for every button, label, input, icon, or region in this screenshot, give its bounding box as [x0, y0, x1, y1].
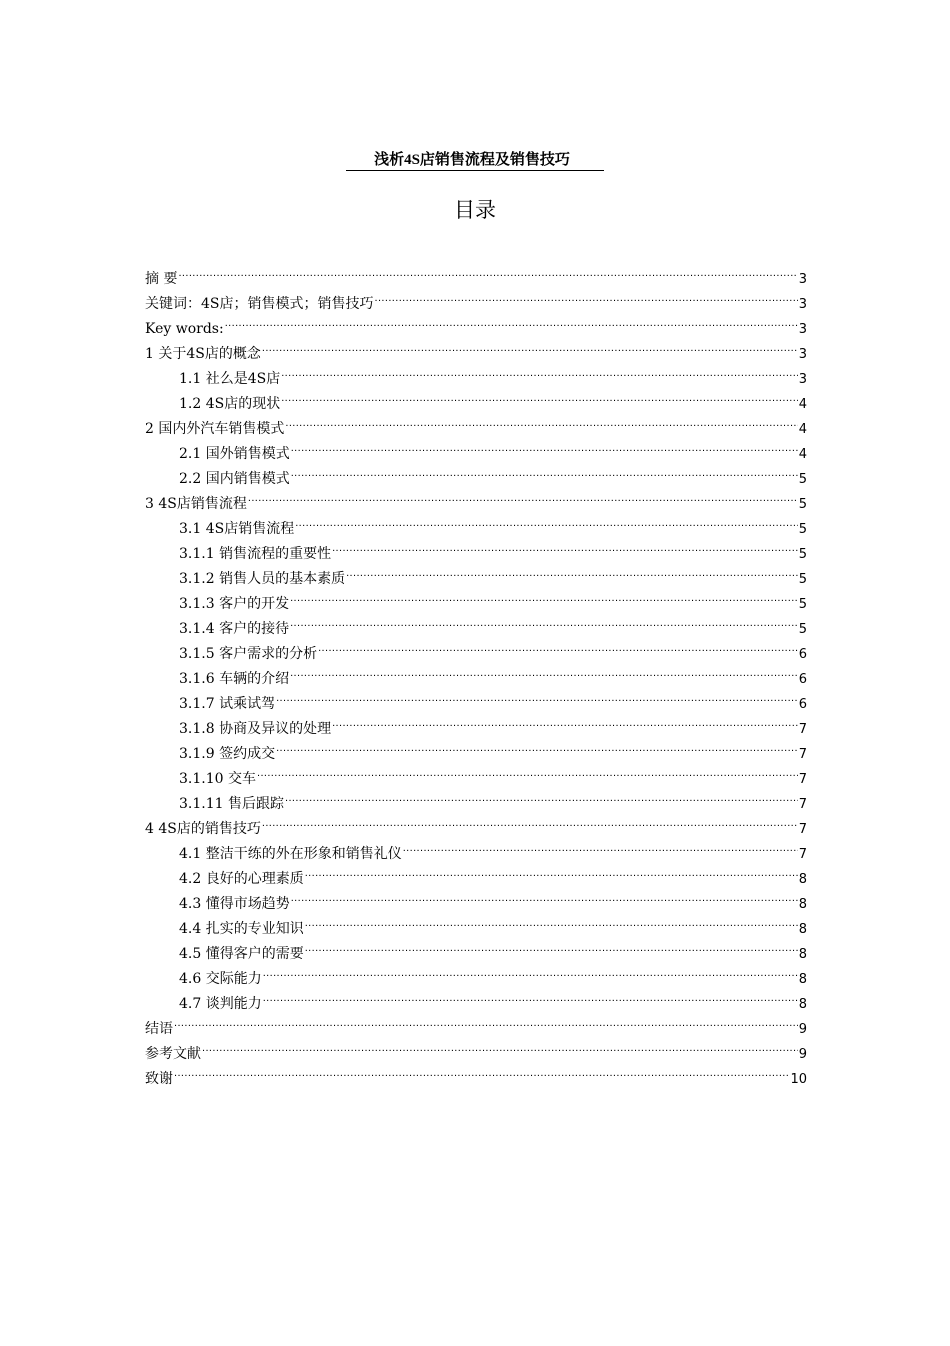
toc-entry-label: 3.1.8 协商及异议的处理	[179, 721, 332, 737]
toc-dot-leader	[289, 583, 798, 608]
document-title-text: 浅析4S店销售流程及销售技巧	[346, 150, 604, 171]
toc-dot-leader	[284, 783, 798, 808]
toc-dot-leader	[173, 1008, 798, 1033]
toc-entry-page-number: 8	[798, 897, 807, 912]
toc-entry-label: 3.1.5 客户需求的分析	[179, 646, 318, 662]
toc-dot-leader	[304, 858, 798, 883]
toc-dot-leader	[402, 833, 798, 858]
toc-dot-leader	[289, 658, 798, 683]
toc-entry-page-number: 7	[798, 822, 807, 837]
toc-entry-page-number: 3	[798, 322, 807, 337]
toc-entry-page-number: 3	[798, 347, 807, 362]
document-title	[0, 150, 950, 171]
toc-entry-label: 3.1.9 签约成交	[179, 746, 276, 762]
toc-entry-label: 2.1 国外销售模式	[179, 446, 290, 462]
toc-entry-label: 1.1 社么是4S店	[179, 371, 281, 387]
toc-dot-leader	[290, 433, 798, 458]
toc-entry-label: 结语	[145, 1021, 173, 1037]
toc-entry[interactable]	[145, 1033, 807, 1062]
toc-dot-leader	[294, 508, 798, 533]
toc-entry-page-number: 4	[798, 447, 807, 462]
toc-entry-label: 1 关于4S店的概念	[145, 346, 261, 362]
toc-entry-label: 4.5 懂得客户的需要	[179, 946, 304, 962]
toc-dot-leader	[317, 633, 798, 658]
toc-entry-label: 1.2 4S店的现状	[179, 396, 281, 412]
toc-entry-page-number: 4	[798, 422, 807, 437]
toc-entry-page-number: 8	[798, 972, 807, 987]
toc-entry-page-number: 5	[798, 547, 807, 562]
toc-entry-page-number: 8	[798, 922, 807, 937]
toc-dot-leader	[290, 458, 798, 483]
toc-dot-leader	[275, 683, 798, 708]
toc-dot-leader	[280, 383, 798, 408]
toc-dot-leader	[284, 408, 797, 433]
toc-dot-leader	[304, 908, 798, 933]
toc-dot-leader	[262, 958, 798, 983]
table-of-contents	[145, 258, 807, 1087]
toc-entry-page-number: 7	[798, 747, 807, 762]
toc-entry-label: 4.4 扎实的专业知识	[179, 921, 304, 937]
toc-entry-label: 3.1.10 交车	[179, 771, 256, 787]
toc-entry-label: 3.1.1 销售流程的重要性	[179, 546, 332, 562]
toc-entry-page-number: 6	[798, 647, 807, 662]
toc-dot-leader	[261, 808, 798, 833]
toc-entry-label: 3.1.6 车辆的介绍	[179, 671, 290, 687]
toc-entry-label: 3.1.4 客户的接待	[179, 621, 290, 637]
toc-entry-label: 参考文献	[145, 1046, 201, 1062]
toc-dot-leader	[201, 1033, 798, 1058]
toc-entry-page-number: 4	[798, 397, 807, 412]
toc-entry-label: 关键词：4S店；销售模式；销售技巧	[145, 296, 374, 312]
toc-entry[interactable]	[145, 1058, 807, 1087]
toc-dot-leader	[275, 733, 798, 758]
toc-entry-page-number: 5	[798, 522, 807, 537]
toc-entry-label: 3.1.7 试乘试驾	[179, 696, 276, 712]
toc-entry-label: 3 4S店销售流程	[145, 496, 247, 512]
toc-entry-label: 3.1 4S店销售流程	[179, 521, 295, 537]
toc-entry-label: 4.1 整洁干练的外在形象和销售礼仪	[179, 846, 402, 862]
toc-dot-leader	[374, 283, 798, 308]
toc-dot-leader	[247, 483, 798, 508]
toc-dot-leader	[290, 883, 798, 908]
toc-entry-page-number: 6	[798, 672, 807, 687]
toc-entry-page-number: 8	[798, 872, 807, 887]
toc-entry-page-number: 3	[798, 297, 807, 312]
toc-entry-page-number: 5	[798, 472, 807, 487]
toc-entry-page-number: 7	[798, 772, 807, 787]
toc-dot-leader	[224, 308, 798, 333]
toc-entry-label: 3.1.11 售后跟踪	[179, 796, 284, 812]
toc-dot-leader	[345, 558, 798, 583]
toc-entry-page-number: 7	[798, 722, 807, 737]
toc-entry-label: 4.3 懂得市场趋势	[179, 896, 290, 912]
toc-entry-page-number: 9	[798, 1022, 807, 1037]
toc-dot-leader	[177, 258, 797, 283]
toc-entry-page-number: 5	[798, 497, 807, 512]
toc-dot-leader	[173, 1058, 789, 1083]
toc-entry-page-number: 3	[798, 372, 807, 387]
toc-dot-leader	[331, 708, 798, 733]
toc-entry-label: 2 国内外汽车销售模式	[145, 421, 285, 437]
toc-entry-label: 2.2 国内销售模式	[179, 471, 290, 487]
toc-dot-leader	[280, 358, 798, 383]
toc-entry-page-number: 6	[798, 697, 807, 712]
toc-entry[interactable]	[145, 283, 807, 312]
toc-entry-page-number: 8	[798, 997, 807, 1012]
toc-entry-page-number: 3	[798, 272, 807, 287]
toc-entry-label: 3.1.3 客户的开发	[179, 596, 290, 612]
toc-entry-page-number: 5	[798, 572, 807, 587]
toc-entry-label: 4.2 良好的心理素质	[179, 871, 304, 887]
toc-entry-page-number: 7	[798, 797, 807, 812]
toc-dot-leader	[261, 333, 798, 358]
toc-dot-leader	[256, 758, 798, 783]
toc-entry-label: 4.6 交际能力	[179, 971, 262, 987]
toc-dot-leader	[331, 533, 798, 558]
toc-entry-page-number: 7	[798, 847, 807, 862]
toc-dot-leader	[262, 983, 798, 1008]
toc-entry-page-number: 8	[798, 947, 807, 962]
toc-entry-label: 致谢	[145, 1071, 173, 1087]
toc-entry-page-number: 10	[790, 1072, 807, 1087]
toc-entry-label: Key words:	[145, 321, 224, 337]
toc-entry[interactable]	[145, 333, 807, 362]
toc-entry[interactable]	[145, 258, 807, 287]
toc-entry-label: 4.7 谈判能力	[179, 996, 262, 1012]
toc-dot-leader	[304, 933, 798, 958]
toc-entry-label: 摘 要	[145, 271, 178, 287]
toc-entry-page-number: 9	[798, 1047, 807, 1062]
toc-entry-page-number: 5	[798, 597, 807, 612]
toc-dot-leader	[289, 608, 798, 633]
toc-entry-page-number: 5	[798, 622, 807, 637]
toc-entry-label: 4 4S店的销售技巧	[145, 821, 261, 837]
toc-entry[interactable]	[145, 308, 807, 337]
toc-entry-label: 3.1.2 销售人员的基本素质	[179, 571, 346, 587]
toc-entry[interactable]	[145, 1008, 807, 1037]
toc-heading: 目录	[454, 198, 496, 222]
